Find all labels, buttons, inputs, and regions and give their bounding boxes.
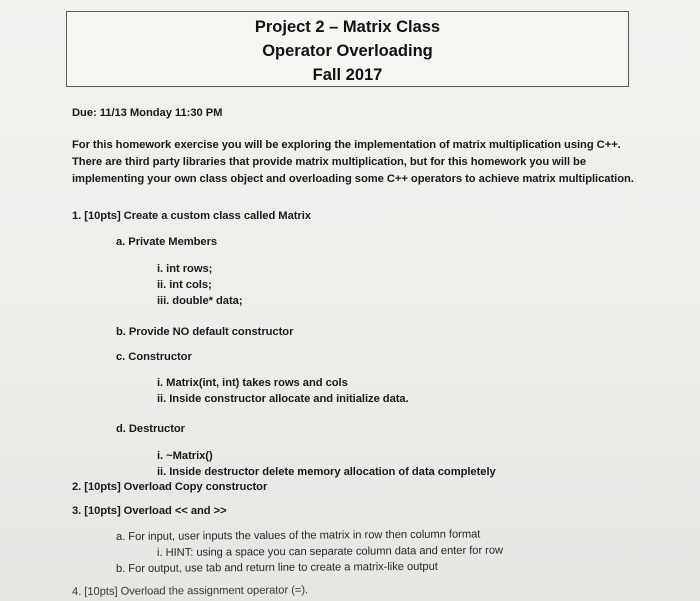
item-3a-i: i. HINT: using a space you can separate column data and enter for row <box>156 544 504 559</box>
item-1a-ii: ii. int cols; <box>157 279 212 291</box>
intro-line-2: There are third party libraries that provide matrix multiplication, but for this homework you will be <box>72 156 587 168</box>
item-1d: d. Destructor <box>116 423 185 435</box>
item-3: 3. [10pts] Overload << and >> <box>72 505 227 517</box>
item-1b: b. Provide NO default constructor <box>116 326 294 338</box>
item-1c-i: i. Matrix(int, int) takes rows and cols <box>157 377 348 389</box>
item-3a: a. For input, user inputs the values of the matrix in row then column format <box>115 528 481 543</box>
item-1: 1. [10pts] Create a custom class called Matrix <box>72 210 311 222</box>
item-3b: b. For output, use tab and return line to create a matrix-like output <box>115 560 438 575</box>
item-1a-iii: iii. double* data; <box>157 295 243 307</box>
project-title: Project 2 – Matrix Class <box>254 18 441 36</box>
intro-line-1: For this homework exercise you will be exploring the implementation of matrix multiplication using C++. <box>72 139 621 151</box>
item-1d-ii: ii. Inside destructor delete memory allocation of data completely <box>157 466 496 478</box>
item-1c-ii: ii. Inside constructor allocate and initialize data. <box>157 393 409 405</box>
item-1a: a. Private Members <box>116 236 218 248</box>
item-1d-i: i. ~Matrix() <box>157 450 213 462</box>
item-1c: c. Constructor <box>116 351 192 363</box>
project-term: Fall 2017 <box>312 66 383 84</box>
project-subtitle: Operator Overloading <box>262 42 433 60</box>
intro-line-3: implementing your own class object and overloading some C++ operators to achieve matrix multiplication. <box>72 173 634 185</box>
item-1a-i: i. int rows; <box>157 263 213 275</box>
item-2: 2. [10pts] Overload Copy constructor <box>72 481 268 493</box>
item-4: 4. [10pts] Overload the assignment operator (=). <box>71 584 309 598</box>
due-date: Due: 11/13 Monday 11:30 PM <box>72 107 223 119</box>
title-box <box>66 11 629 87</box>
